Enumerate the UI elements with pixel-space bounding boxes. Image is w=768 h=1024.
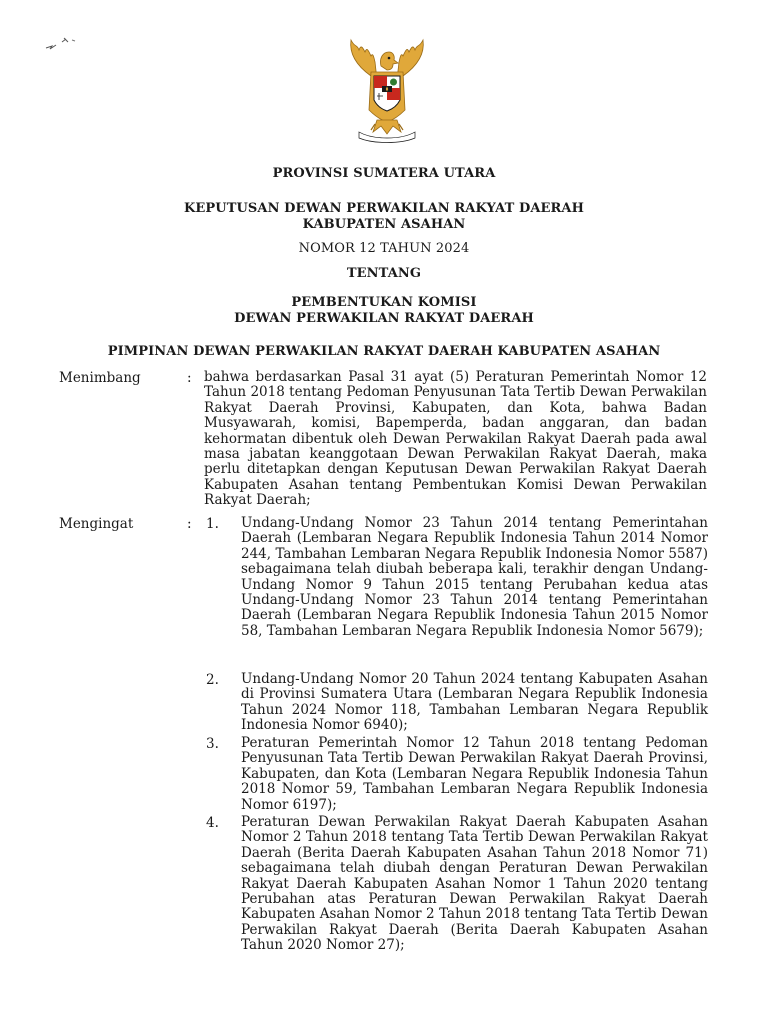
- list-item-text: Undang-Undang Nomor 23 Tahun 2014 tentang Pemerintahan Daerah (Lembaran Negara Republik Indonesia Tahun 2014 Nomor 244, Tambahan Lembaran Negara Republik Indonesia Nomor 5587) sebagaimana telah diubah beberapa kali, terakhir dengan Undang-Undang Nomor 9 Tahun 2015 tentang Perubahan kedua atas Undang-Undang Nomor 23 Tahun 2014 tentang Pemerintahan Daerah (Lembaran Negara Republik Indonesia Tahun 2015 Nomor 58, Tambahan Lembaran Negara Republik Indonesia Nomor 5679);: [241, 515, 708, 639]
- list-item-text: Peraturan Pemerintah Nomor 12 Tahun 2018 tentang Pedoman Penyusunan Tata Tertib Dewan Perwakilan Rakyat Daerah Provinsi, Kabupaten, dan Kota (Lembaran Negara Republik Indonesia Tahun 2018 Nomor 59, Tambahan Lembaran Negara Republik Indonesia Nomor 6197);: [241, 735, 708, 813]
- list-item-number: 3.: [206, 736, 219, 752]
- list-item-number: 2.: [206, 672, 219, 688]
- garuda-emblem-icon: [327, 36, 447, 144]
- pen-mark-icon: [44, 36, 84, 52]
- mengingat-colon: :: [187, 516, 192, 532]
- menimbang-label: Menimbang: [59, 370, 141, 386]
- menimbang-text: bahwa berdasarkan Pasal 31 ayat (5) Peraturan Pemerintah Nomor 12 Tahun 2018 tentang Pedoman Penyusunan Tata Tertib Dewan Perwakilan Rakyat Daerah Provinsi, Kabupaten, dan Kota, bahwa Badan Musyawarah, komisi, Bapemperda, badan anggaran, dan badan kehormatan dibentuk oleh Dewan Perwakilan Rakyat Daerah pada awal masa jabatan keanggotaan Dewan Perwakilan Rakyat Daerah, maka perlu ditetapkan dengan Keputusan Dewan Perwakilan Rakyat Daerah Kabupaten Asahan tentang Pembentukan Komisi Dewan Perwakilan Rakyat Daerah;: [204, 369, 707, 509]
- list-item-text: Undang-Undang Nomor 20 Tahun 2024 tentang Kabupaten Asahan di Provinsi Sumatera Utara (Lembaran Negara Republik Indonesia Tahun 2024 Nomor 118, Tambahan Lembaran Negara Republik Indonesia Nomor 6940);: [241, 671, 708, 734]
- decision-title-line2: KABUPATEN ASAHAN: [302, 217, 466, 232]
- subject-line2: DEWAN PERWAKILAN RAKYAT DAERAH: [234, 311, 534, 326]
- authority-heading: PIMPINAN DEWAN PERWAKILAN RAKYAT DAERAH KABUPATEN ASAHAN: [107, 344, 661, 359]
- mengingat-label: Mengingat: [59, 516, 134, 532]
- decision-title-line1: KEPUTUSAN DEWAN PERWAKILAN RAKYAT DAERAH: [183, 201, 585, 216]
- list-item-text: Peraturan Dewan Perwakilan Rakyat Daerah Kabupaten Asahan Nomor 2 Tahun 2018 tentang Tata Tertib Dewan Perwakilan Rakyat Daerah (Berita Daerah Kabupaten Asahan Tahun 2018 Nomor 71) sebagaimana telah diubah dengan Peraturan Dewan Perwakilan Rakyat Daerah Kabupaten Asahan Nomor 1 Tahun 2020 tentang Perubahan atas Peraturan Dewan Perwakilan Rakyat Daerah Kabupaten Asahan Nomor 2 Tahun 2018 tentang Tata Tertib Dewan Perwakilan Rakyat Daerah (Berita Daerah Kabupaten Asahan Tahun 2020 Nomor 27);: [241, 814, 708, 954]
- province-title: PROVINSI SUMATERA UTARA: [272, 166, 496, 181]
- list-item-number: 4.: [206, 815, 219, 831]
- menimbang-colon: :: [187, 370, 192, 386]
- decision-number: NOMOR 12 TAHUN 2024: [298, 241, 470, 256]
- about-label: TENTANG: [346, 266, 422, 281]
- subject-line1: PEMBENTUKAN KOMISI: [291, 295, 477, 310]
- list-item-number: 1.: [206, 516, 219, 532]
